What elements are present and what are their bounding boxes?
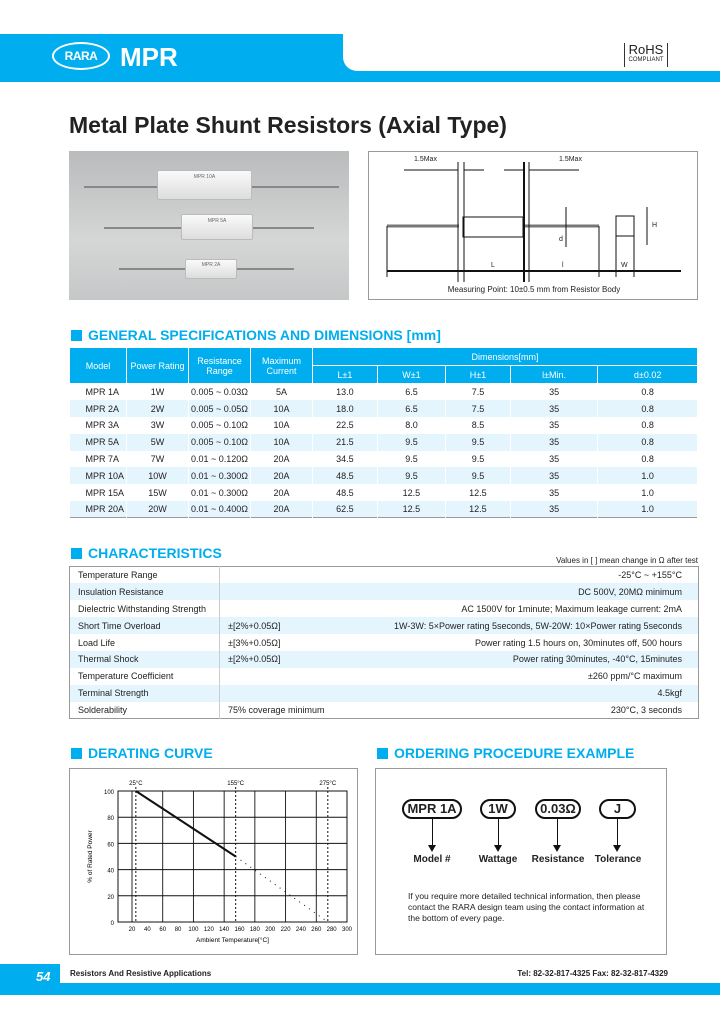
- characteristic-condition: Power rating 30minutes, -40°C, 15minutes: [380, 651, 699, 668]
- spec-cell: 0.8: [598, 451, 698, 468]
- spec-cell: 1.0: [598, 501, 698, 518]
- spec-cell: 35: [510, 384, 597, 401]
- characteristic-row: [70, 685, 699, 702]
- label-resistance: Resistance: [531, 854, 585, 865]
- spec-cell: MPR 3A: [70, 417, 127, 434]
- spec-cell: 7.5: [446, 400, 511, 417]
- series-rated: [136, 791, 236, 857]
- spec-cell: 20A: [251, 501, 313, 518]
- footer-contact: Tel: 82-32-817-4325 Fax: 82-32-817-4329: [517, 969, 668, 978]
- characteristic-row: [70, 617, 699, 634]
- series-name: MPR: [120, 42, 178, 72]
- page-number: 54: [0, 964, 60, 994]
- spec-cell: 48.5: [313, 467, 378, 484]
- resistor-large: MPR 10A: [157, 170, 252, 200]
- spec-cell: 0.005 ~ 0.03Ω: [189, 384, 251, 401]
- spec-cell: 1.0: [598, 467, 698, 484]
- spec-cell: 48.5: [313, 484, 378, 501]
- spec-cell: 35: [510, 417, 597, 434]
- derating-chart-box: [69, 768, 358, 955]
- spec-cell: 35: [510, 467, 597, 484]
- code-wattage: 1W: [480, 799, 516, 819]
- col-H: H±1: [446, 366, 511, 384]
- spec-cell: MPR 7A: [70, 451, 127, 468]
- spec-cell: MPR 10A: [70, 467, 127, 484]
- dim-L: L: [491, 262, 495, 269]
- spec-cell: 10A: [251, 417, 313, 434]
- spec-cell: 0.8: [598, 417, 698, 434]
- y-tick-label: 60: [107, 842, 114, 849]
- info-text: If you require more detailed technical information, then please contact the RARA design team using the contact information at the bottom of every page.: [408, 891, 645, 923]
- y-tick-label: 40: [107, 868, 114, 875]
- dimension-diagram: [368, 151, 698, 300]
- code-resistance: 0.03Ω: [535, 799, 581, 819]
- spec-row: [70, 451, 698, 468]
- spec-cell: 20A: [251, 467, 313, 484]
- x-tick-label: 300: [341, 927, 353, 933]
- spec-cell: 6.5: [377, 384, 445, 401]
- characteristic-row: [70, 651, 699, 668]
- spec-cell: 0.8: [598, 384, 698, 401]
- x-tick-label: 280: [326, 927, 337, 933]
- spec-cell: 0.005 ~ 0.10Ω: [189, 417, 251, 434]
- spec-cell: 9.5: [377, 434, 445, 451]
- characteristic-condition: ±260 ppm/°C maximum: [587, 671, 682, 682]
- spec-cell: MPR 2A: [70, 400, 127, 417]
- spec-cell: 9.5: [377, 451, 445, 468]
- characteristic-name: Insulation Resistance: [70, 583, 220, 600]
- rohs-badge: [624, 43, 668, 67]
- col-L: L±1: [313, 366, 378, 384]
- dim-d: d: [559, 236, 563, 243]
- ordering-heading: ORDERING PROCEDURE EXAMPLE: [377, 745, 634, 761]
- label-tolerance: Tolerance: [594, 854, 642, 865]
- label-wattage: Wattage: [478, 854, 518, 865]
- spec-cell: 2W: [127, 400, 189, 417]
- x-tick-label: 40: [144, 927, 151, 933]
- characteristic-name: Temperature Coefficient: [78, 671, 174, 682]
- spec-row: [70, 417, 698, 434]
- page-title: Metal Plate Shunt Resistors (Axial Type): [69, 112, 507, 138]
- spec-cell: 1W: [127, 384, 189, 401]
- rohs-text: RoHS: [628, 42, 664, 57]
- spec-cell: MPR 15A: [70, 484, 127, 501]
- x-tick-label: 260: [311, 927, 322, 933]
- rohs-sub: COMPLIANT: [628, 57, 664, 63]
- spec-cell: 20W: [127, 501, 189, 518]
- x-tick-label: 20: [128, 927, 136, 933]
- arrow-down-icon: [617, 819, 618, 847]
- spec-cell: 13.0: [313, 384, 378, 401]
- spec-table: [69, 347, 698, 518]
- characteristic-name: Load Life: [78, 637, 116, 648]
- x-tick-label: 140: [219, 927, 230, 933]
- characteristics-note: Values in [ ] mean change in Ω after test: [556, 556, 698, 565]
- annotation: 275°C: [319, 781, 337, 787]
- annotation: 25°C: [129, 781, 143, 787]
- x-tick-label: 160: [234, 927, 245, 933]
- annotation: 155°C: [227, 781, 245, 787]
- spec-cell: 8.5: [446, 417, 511, 434]
- spec-row: [70, 434, 698, 451]
- plot-area: [118, 791, 347, 922]
- spec-cell: 10A: [251, 434, 313, 451]
- resistor-small: MPR 2A: [185, 259, 237, 279]
- spec-cell: 21.5: [313, 434, 378, 451]
- x-axis-label: Ambient Temperature[°C]: [196, 937, 269, 944]
- spec-row: [70, 400, 698, 417]
- characteristic-row: [70, 702, 699, 719]
- spec-cell: 9.5: [446, 451, 511, 468]
- x-tick-label: 80: [174, 927, 182, 933]
- x-tick-label: 220: [280, 927, 291, 933]
- rara-logo: RARA: [52, 42, 110, 70]
- dim-H: H: [652, 222, 658, 229]
- spec-cell: 34.5: [313, 451, 378, 468]
- characteristic-name: Thermal Shock: [70, 651, 220, 668]
- spec-cell: 1.0: [598, 484, 698, 501]
- spec-row: [70, 467, 698, 484]
- spec-cell: 12.5: [377, 484, 445, 501]
- spec-cell: 5W: [127, 434, 189, 451]
- spec-cell: 7W: [127, 451, 189, 468]
- spec-cell: 10A: [251, 400, 313, 417]
- x-tick-label: 200: [265, 927, 276, 933]
- spec-cell: 12.5: [377, 501, 445, 518]
- resistor-medium: MPR 5A: [181, 214, 253, 240]
- y-tick-label: 20: [107, 894, 114, 901]
- arrow-down-icon: [432, 819, 433, 847]
- characteristics-heading: CHARACTERISTICS: [71, 545, 222, 561]
- spec-cell: 12.5: [446, 484, 511, 501]
- spec-cell: 0.005 ~ 0.05Ω: [189, 400, 251, 417]
- label-model: Model #: [413, 854, 451, 865]
- lead-max-left: 1.5Max: [414, 156, 437, 163]
- spec-cell: 5A: [251, 384, 313, 401]
- spec-cell: 35: [510, 434, 597, 451]
- derating-heading: DERATING CURVE: [71, 745, 213, 761]
- spec-cell: 9.5: [446, 467, 511, 484]
- spec-cell: 12.5: [446, 501, 511, 518]
- x-tick-label: 60: [159, 927, 167, 933]
- characteristic-change: ±[3%+0.05Ω]: [220, 634, 380, 651]
- characteristic-name: Short Time Overload: [70, 617, 220, 634]
- col-l: l±Min.: [510, 366, 597, 384]
- series-extension: [236, 857, 328, 923]
- characteristic-name: Terminal Strength: [70, 685, 220, 702]
- spec-cell: 15W: [127, 484, 189, 501]
- col-W: W±1: [377, 366, 445, 384]
- spec-cell: 9.5: [446, 434, 511, 451]
- characteristic-condition: DC 500V, 20MΩ minimum: [380, 583, 699, 600]
- characteristic-change: [220, 583, 380, 600]
- product-photo: [69, 151, 349, 300]
- spec-cell: 0.01 ~ 0.300Ω: [189, 467, 251, 484]
- spec-cell: 0.8: [598, 434, 698, 451]
- footer-text: Resistors And Resistive Applications: [70, 969, 212, 978]
- dim-l: l: [562, 262, 564, 269]
- col-model: Model: [70, 348, 127, 384]
- spec-cell: 22.5: [313, 417, 378, 434]
- y-tick-label: 0: [110, 921, 114, 927]
- spec-cell: 62.5: [313, 501, 378, 518]
- x-tick-label: 240: [295, 927, 306, 933]
- characteristic-change: ±[2%+0.05Ω]: [220, 617, 380, 634]
- spec-row: [70, 501, 698, 518]
- code-tolerance: J: [599, 799, 636, 819]
- characteristic-condition: 230°C, 3 seconds: [610, 704, 682, 715]
- characteristic-change: [220, 567, 380, 584]
- spec-cell: 35: [510, 451, 597, 468]
- characteristic-row: [70, 600, 699, 617]
- spec-cell: 9.5: [377, 467, 445, 484]
- characteristic-row: [70, 567, 699, 584]
- y-tick-label: 80: [107, 816, 114, 823]
- col-current: Maximum Current: [251, 348, 313, 384]
- x-tick-label: 100: [188, 927, 199, 933]
- spec-cell: 35: [510, 501, 597, 518]
- measuring-point: Measuring Point: 10±0.5 mm from Resistor Body: [447, 285, 621, 294]
- characteristic-row: [70, 583, 699, 600]
- characteristic-name: Solderability: [78, 704, 128, 715]
- y-tick-label: 100: [103, 790, 114, 796]
- spec-cell: 3W: [127, 417, 189, 434]
- y-axis-label: % of Rated Power: [87, 830, 94, 883]
- spec-cell: 20A: [251, 484, 313, 501]
- spec-cell: 0.01 ~ 0.300Ω: [189, 484, 251, 501]
- col-resistance: Resistance Range: [189, 348, 251, 384]
- spec-cell: MPR 5A: [70, 434, 127, 451]
- arrow-down-icon: [557, 819, 558, 847]
- characteristic-condition: -25°C ~ +155°C: [618, 570, 682, 581]
- characteristic-name: Dielectric Withstanding Strength: [78, 603, 207, 614]
- spec-heading: GENERAL SPECIFICATIONS AND DIMENSIONS [mm]: [71, 327, 441, 343]
- col-d: d±0.02: [598, 366, 698, 384]
- dimension-drawing: [369, 152, 699, 301]
- characteristic-change: [220, 685, 380, 702]
- characteristic-change: 75% coverage minimum: [220, 702, 380, 719]
- characteristic-row: [70, 668, 699, 685]
- spec-cell: MPR 1A: [70, 384, 127, 401]
- characteristic-row: [70, 634, 699, 651]
- characteristic-name: Temperature Range: [78, 570, 158, 581]
- spec-row: [70, 484, 698, 501]
- spec-cell: MPR 20A: [70, 501, 127, 518]
- spec-cell: 35: [510, 484, 597, 501]
- x-tick-label: 180: [249, 927, 260, 933]
- characteristic-change: ±[2%+0.05Ω]: [220, 651, 380, 668]
- code-model: MPR 1A: [402, 799, 462, 819]
- spec-cell: 0.01 ~ 0.400Ω: [189, 501, 251, 518]
- dim-W: W: [621, 262, 628, 269]
- characteristic-change: [220, 600, 380, 617]
- col-power: Power Rating: [127, 348, 189, 384]
- spec-cell: 0.01 ~ 0.120Ω: [189, 451, 251, 468]
- col-dimensions: Dimensions[mm]: [313, 348, 698, 366]
- spec-cell: 6.5: [377, 400, 445, 417]
- characteristic-change: [220, 668, 380, 685]
- lead-max-right: 1.5Max: [559, 156, 582, 163]
- spec-cell: 10W: [127, 467, 189, 484]
- spec-cell: 18.0: [313, 400, 378, 417]
- characteristic-condition: Power rating 1.5 hours on, 30minutes off, 500 hours: [475, 637, 682, 648]
- x-tick-label: 120: [203, 927, 214, 933]
- spec-cell: 20A: [251, 451, 313, 468]
- spec-cell: 7.5: [446, 384, 511, 401]
- spec-row: [70, 384, 698, 401]
- derating-chart: [70, 769, 359, 956]
- footer-band: [0, 983, 720, 995]
- spec-cell: 0.005 ~ 0.10Ω: [189, 434, 251, 451]
- characteristic-condition: AC 1500V for 1minute; Maximum leakage current: 2mA: [461, 603, 682, 614]
- arrow-down-icon: [498, 819, 499, 847]
- spec-cell: 8.0: [377, 417, 445, 434]
- spec-cell: 0.8: [598, 400, 698, 417]
- characteristic-condition: 4.5kgf: [380, 685, 699, 702]
- characteristics-table: [69, 566, 699, 719]
- characteristic-condition: 1W-3W: 5×Power rating 5seconds, 5W-20W: 10×Power rating 5seconds: [380, 617, 699, 634]
- spec-cell: 35: [510, 400, 597, 417]
